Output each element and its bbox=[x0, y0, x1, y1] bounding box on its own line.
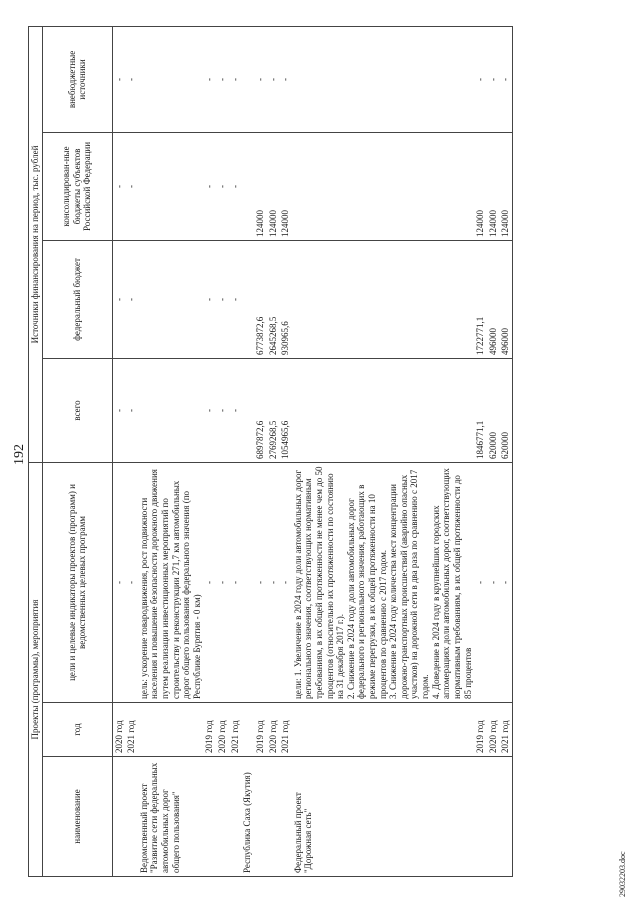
table-body bbox=[112, 26, 512, 876]
cell-total: - bbox=[203, 358, 216, 462]
cell-regional: 124000 bbox=[474, 132, 487, 240]
file-name: 29032203.doc bbox=[618, 851, 627, 897]
table-row bbox=[125, 26, 138, 876]
cell-federal: 930965,6 bbox=[279, 240, 292, 358]
cell-name bbox=[125, 757, 138, 877]
cell-total: 6897872,6 bbox=[254, 358, 267, 462]
table-row bbox=[138, 26, 204, 876]
cell-year: 2020 год bbox=[487, 703, 500, 757]
cell-regional: 124000 bbox=[499, 132, 512, 240]
cell-name: Ведомственный проект "Развитие сети федеральных автомобильных дорог общего пользования" bbox=[138, 757, 204, 877]
cell-regional bbox=[292, 132, 474, 240]
table-row bbox=[241, 26, 254, 876]
cell-goals bbox=[241, 462, 254, 702]
table-row bbox=[474, 26, 487, 876]
header-total: всего bbox=[42, 358, 112, 462]
table-row bbox=[499, 26, 512, 876]
cell-total bbox=[292, 358, 474, 462]
cell-name: Федеральный проект "Дорожная сеть" bbox=[292, 757, 474, 877]
cell-goals: - bbox=[112, 462, 125, 702]
cell-name bbox=[216, 757, 229, 877]
cell-federal bbox=[292, 240, 474, 358]
cell-total bbox=[138, 358, 204, 462]
cell-regional: 124000 bbox=[487, 132, 500, 240]
cell-extra: - bbox=[499, 26, 512, 132]
cell-year: 2021 год bbox=[229, 703, 242, 757]
cell-year bbox=[138, 703, 204, 757]
cell-goals: - bbox=[499, 462, 512, 702]
cell-year: 2019 год bbox=[474, 703, 487, 757]
cell-name bbox=[112, 757, 125, 877]
cell-goals: цели: 1. Увеличение в 2024 году доли автомобильных дорог регионального значения, соответствующих нормативным требованиям, в их общей протяженности не менее чем до 50 процентов (относительно их протяженности по состоянию на 31 декабря 2017 г.). 2. Снижение в 2024 году доли автомобильных дорог федерального и регионального значения, работающих в режиме перегрузки, в их общей протяженности на 10 процентов по сравнению с 2017 годом. 3. Снижение в 2024 году количества мест концентрации дорожно-транспортных происшествий (аварийно опасных участков) на дорожной сети в два раза по сравнению с 2017 годом. 4. Доведение в 2024 году в крупнейших городских агломерациях доли автомобильных дорог, соответствующих нормативным требованиям, в их общей протяженности до 85 процентов bbox=[292, 462, 474, 702]
cell-goals: - bbox=[203, 462, 216, 702]
cell-name bbox=[267, 757, 280, 877]
page-number: 192 bbox=[12, 444, 27, 465]
table-row bbox=[229, 26, 242, 876]
cell-regional bbox=[241, 132, 254, 240]
header-financing-group: Источники финансирования на период, тыс. рублей bbox=[29, 26, 43, 462]
cell-federal: - bbox=[112, 240, 125, 358]
cell-name bbox=[279, 757, 292, 877]
cell-regional: - bbox=[125, 132, 138, 240]
header-projects-group: Проекты (программы), мероприятия bbox=[29, 462, 43, 876]
cell-name bbox=[474, 757, 487, 877]
cell-regional: - bbox=[112, 132, 125, 240]
cell-federal: 496000 bbox=[499, 240, 512, 358]
cell-name: Республика Саха (Якутия) bbox=[241, 757, 254, 877]
cell-total: 2769268,5 bbox=[267, 358, 280, 462]
cell-name bbox=[229, 757, 242, 877]
cell-goals: - bbox=[229, 462, 242, 702]
cell-federal: 1722771,1 bbox=[474, 240, 487, 358]
cell-year: 2020 год bbox=[267, 703, 280, 757]
header-federal: федеральный бюджет bbox=[42, 240, 112, 358]
cell-goals: - bbox=[267, 462, 280, 702]
cell-federal: 496000 bbox=[487, 240, 500, 358]
cell-name bbox=[254, 757, 267, 877]
cell-total: - bbox=[125, 358, 138, 462]
table-row bbox=[292, 26, 474, 876]
cell-extra: - bbox=[112, 26, 125, 132]
cell-regional: - bbox=[229, 132, 242, 240]
table-row bbox=[216, 26, 229, 876]
table-row bbox=[487, 26, 500, 876]
cell-extra: - bbox=[229, 26, 242, 132]
cell-extra: - bbox=[125, 26, 138, 132]
cell-regional: 124000 bbox=[254, 132, 267, 240]
cell-total: 620000 bbox=[499, 358, 512, 462]
cell-year bbox=[292, 703, 474, 757]
cell-federal: - bbox=[216, 240, 229, 358]
cell-goals: - bbox=[125, 462, 138, 702]
header-columns-row bbox=[42, 26, 112, 876]
cell-extra: - bbox=[487, 26, 500, 132]
cell-total bbox=[241, 358, 254, 462]
cell-year: 2019 год bbox=[203, 703, 216, 757]
cell-year: 2020 год bbox=[216, 703, 229, 757]
cell-goals: - bbox=[279, 462, 292, 702]
cell-year: 2021 год bbox=[125, 703, 138, 757]
cell-regional: - bbox=[216, 132, 229, 240]
cell-goals: - bbox=[216, 462, 229, 702]
cell-year: 2021 год bbox=[279, 703, 292, 757]
cell-extra bbox=[138, 26, 204, 132]
cell-federal: 2645268,5 bbox=[267, 240, 280, 358]
cell-year: 2019 год bbox=[254, 703, 267, 757]
header-extra: внебюджетные источники bbox=[42, 26, 112, 132]
cell-federal bbox=[241, 240, 254, 358]
header-name: наименование bbox=[42, 757, 112, 877]
cell-extra: - bbox=[216, 26, 229, 132]
cell-total: - bbox=[216, 358, 229, 462]
cell-total: 1846771,1 bbox=[474, 358, 487, 462]
cell-name bbox=[487, 757, 500, 877]
cell-regional bbox=[138, 132, 204, 240]
table-row bbox=[254, 26, 267, 876]
cell-federal: - bbox=[203, 240, 216, 358]
cell-extra: - bbox=[267, 26, 280, 132]
cell-goals: цель: ускорение товародвижения, рост подвижности населения и повышение безопасности дорожного движения путем реализации инвестиционных мероприятий по строительству и реконструкции 271,7 км автомобильных дорог общего пользования федерального значения (по Республике Бурятия - 0 км) bbox=[138, 462, 204, 702]
cell-year bbox=[241, 703, 254, 757]
cell-extra bbox=[241, 26, 254, 132]
cell-goals: - bbox=[474, 462, 487, 702]
cell-regional: - bbox=[203, 132, 216, 240]
cell-regional: 124000 bbox=[279, 132, 292, 240]
cell-federal: - bbox=[125, 240, 138, 358]
cell-federal bbox=[138, 240, 204, 358]
cell-total: 1054965,6 bbox=[279, 358, 292, 462]
cell-name bbox=[203, 757, 216, 877]
cell-federal: - bbox=[229, 240, 242, 358]
header-group-row bbox=[29, 26, 43, 876]
cell-name bbox=[499, 757, 512, 877]
cell-federal: 6773872,6 bbox=[254, 240, 267, 358]
header-goals: цели и целевые индикаторы проектов (программ) и ведомственных целевых программ bbox=[42, 462, 112, 702]
cell-total: 620000 bbox=[487, 358, 500, 462]
cell-extra bbox=[292, 26, 474, 132]
table-row bbox=[279, 26, 292, 876]
header-regional: консолидирован-ные бюджеты субъектов Российской Федерации bbox=[42, 132, 112, 240]
cell-total: - bbox=[112, 358, 125, 462]
cell-extra: - bbox=[474, 26, 487, 132]
cell-year: 2020 год bbox=[112, 703, 125, 757]
cell-extra: - bbox=[203, 26, 216, 132]
table-row bbox=[112, 26, 125, 876]
table-row bbox=[203, 26, 216, 876]
header-year: год bbox=[42, 703, 112, 757]
cell-year: 2021 год bbox=[499, 703, 512, 757]
cell-goals: - bbox=[487, 462, 500, 702]
cell-regional: 124000 bbox=[267, 132, 280, 240]
cell-extra: - bbox=[279, 26, 292, 132]
table-row bbox=[267, 26, 280, 876]
cell-extra: - bbox=[254, 26, 267, 132]
cell-goals: - bbox=[254, 462, 267, 702]
cell-total: - bbox=[229, 358, 242, 462]
financing-table bbox=[28, 26, 513, 877]
